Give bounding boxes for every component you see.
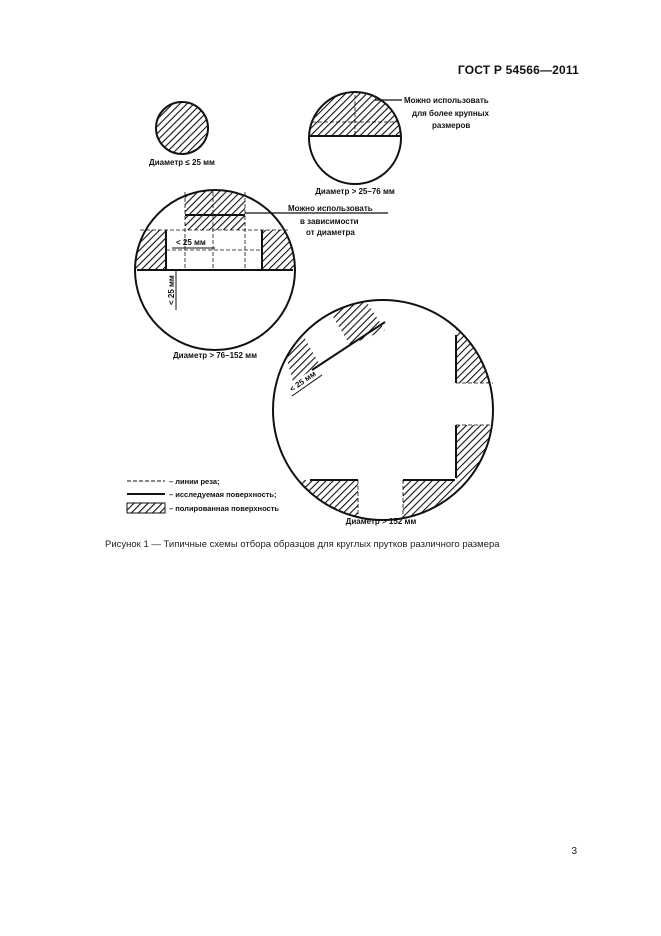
xlarge-hatch-bottom-right [403, 480, 463, 520]
document-id: ГОСТ Р 54566—2011 [457, 63, 579, 77]
legend-solid-text: – исследуемая поверхность; [169, 490, 277, 499]
medium-note-line-2: для более крупных [412, 109, 489, 118]
legend-hatched-text: – полированная поверхность [169, 504, 280, 513]
medium-note-line-3: размеров [432, 121, 471, 130]
xlarge-label: Диаметр > 152 мм [345, 517, 417, 526]
large-hatch-top [185, 188, 245, 230]
small-circle [156, 102, 208, 154]
legend-dashed-text: – линии реза; [169, 477, 220, 486]
large-hatch-right [262, 230, 302, 270]
large-hatch-left [128, 230, 166, 270]
small-diagram [149, 102, 215, 167]
page-number: 3 [571, 846, 577, 857]
figure-caption: Рисунок 1 — Типичные схемы отбора образцов для круглых прутков различного размера [105, 539, 500, 550]
legend [127, 477, 279, 513]
large-dim-horizontal: < 25 мм [176, 238, 206, 247]
large-note-line-3: от диаметра [306, 228, 355, 237]
small-label: Диаметр ≤ 25 мм [149, 158, 215, 167]
medium-note-line-1: Можно использовать [404, 96, 489, 105]
large-note-line-1: Можно использовать [288, 204, 373, 213]
large-note-line-2: в зависимости [300, 217, 359, 226]
medium-label: Диаметр > 25–76 мм [315, 187, 395, 196]
xlarge-diagram [273, 295, 496, 526]
xlarge-dim-diagonal: < 25 мм [287, 369, 318, 394]
legend-hatched-symbol [127, 503, 165, 513]
large-dim-vertical: < 25 мм [167, 275, 176, 305]
medium-diagram [300, 92, 490, 196]
large-label: Диаметр > 76–152 мм [172, 351, 258, 360]
